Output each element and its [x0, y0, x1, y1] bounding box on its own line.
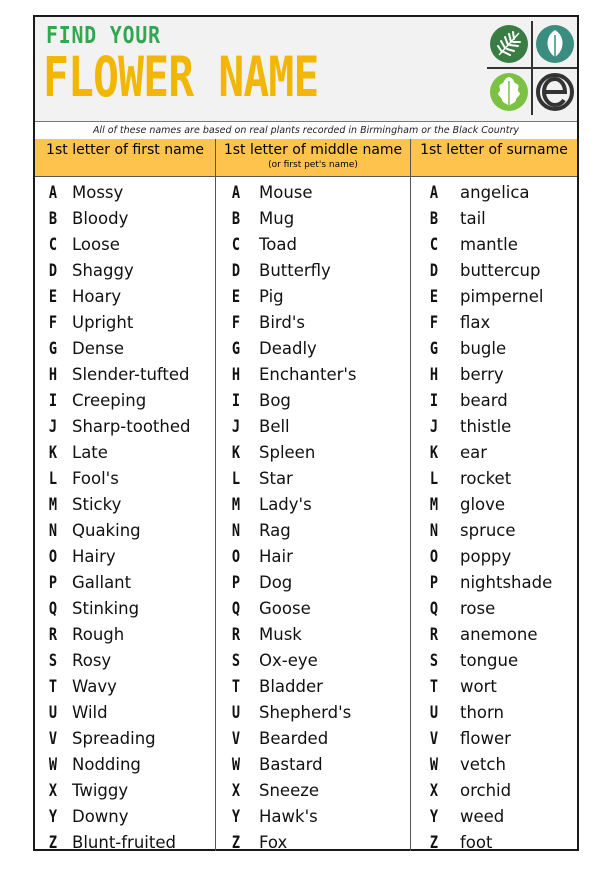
row-letter: V [429, 729, 439, 749]
middle-name-part: Butterfly [259, 261, 331, 280]
table-row [35, 700, 577, 726]
row-letter: J [429, 417, 439, 437]
row-letter: T [429, 677, 439, 697]
row-letter: K [48, 443, 58, 463]
middle-name-part: Lady's [259, 495, 312, 514]
first-name-part: Rough [72, 625, 125, 644]
table-row [35, 622, 577, 648]
first-name-part: Shaggy [72, 261, 134, 280]
letter-e-icon [538, 75, 572, 109]
middle-name-part: Toad [259, 235, 297, 254]
eco-logo [487, 21, 577, 115]
surname-name-part: spruce [460, 521, 516, 540]
row-letter: U [48, 703, 58, 723]
row-letter: Q [429, 599, 439, 619]
row-letter: W [429, 755, 439, 775]
row-letter: O [48, 547, 58, 567]
surname-name-part: foot [460, 833, 493, 852]
surname-name-part: orchid [460, 781, 512, 800]
row-letter: N [48, 521, 58, 541]
row-letter: G [429, 339, 439, 359]
middle-name-part: Bird's [259, 313, 306, 332]
first-name-part: Loose [72, 235, 120, 254]
surname-name-part: rose [460, 599, 496, 618]
row-letter: K [231, 443, 241, 463]
first-name-part: Slender-tufted [72, 365, 190, 384]
row-letter: H [231, 365, 241, 385]
middle-name-part: Goose [259, 599, 311, 618]
row-letter: Y [429, 807, 439, 827]
column-header-label: 1st letter of first name [46, 142, 204, 158]
column-header-label: 1st letter of surname [420, 142, 568, 158]
middle-name-part: Sneeze [259, 781, 320, 800]
middle-name-part: Bell [259, 417, 290, 436]
first-name-part: Gallant [72, 573, 132, 592]
middle-name-part: Bladder [259, 677, 323, 696]
table-row [35, 336, 577, 362]
middle-name-part: Musk [259, 625, 302, 644]
row-letter: L [231, 469, 241, 489]
row-letter: E [231, 287, 241, 307]
row-letter: U [429, 703, 439, 723]
row-letter: I [231, 391, 241, 411]
fern-leaf-icon [490, 25, 528, 63]
row-letter: R [429, 625, 439, 645]
row-letter: P [429, 573, 439, 593]
first-name-part: Late [72, 443, 108, 462]
first-name-part: Hairy [72, 547, 116, 566]
middle-name-part: Fox [259, 833, 288, 852]
table-row [35, 440, 577, 466]
surname-name-part: beard [460, 391, 508, 410]
first-name-part: Wavy [72, 677, 117, 696]
surname-name-part: vetch [460, 755, 506, 774]
surname-name-part: rocket [460, 469, 512, 488]
table-row [35, 180, 577, 206]
middle-name-part: Spleen [259, 443, 316, 462]
first-name-part: Quaking [72, 521, 141, 540]
surname-name-part: weed [460, 807, 505, 826]
row-letter: C [48, 235, 58, 255]
row-letter: B [429, 209, 439, 229]
row-letter: B [48, 209, 58, 229]
first-name-part: Mossy [72, 183, 124, 202]
subtitle-note: All of these names are based on real plants recorded in Birmingham or the Black Country [35, 122, 577, 140]
title-line-1: FIND YOUR [46, 23, 161, 49]
middle-name-part: Rag [259, 521, 291, 540]
row-letter: N [231, 521, 241, 541]
surname-name-part: bugle [460, 339, 507, 358]
row-letter: D [48, 261, 58, 281]
first-name-part: Fool's [72, 469, 119, 488]
table-row [35, 310, 577, 336]
middle-name-part: Hawk's [259, 807, 318, 826]
table-row [35, 258, 577, 284]
middle-name-part: Deadly [259, 339, 317, 358]
table-row [35, 596, 577, 622]
row-letter: G [48, 339, 58, 359]
middle-name-part: Bearded [259, 729, 329, 748]
row-letter: T [231, 677, 241, 697]
table-row [35, 388, 577, 414]
table-row [35, 362, 577, 388]
row-letter: I [48, 391, 58, 411]
first-name-part: Blunt-fruited [72, 833, 176, 852]
first-name-part: Upright [72, 313, 134, 332]
surname-name-part: wort [460, 677, 497, 696]
surname-name-part: angelica [460, 183, 530, 202]
row-letter: L [48, 469, 58, 489]
row-letter: W [231, 755, 241, 775]
surname-name-part: tail [460, 209, 486, 228]
table-row [35, 674, 577, 700]
column-header-first-name [35, 139, 215, 177]
table-row [35, 284, 577, 310]
row-letter: S [231, 651, 241, 671]
row-letter: O [429, 547, 439, 567]
table-row [35, 830, 577, 856]
surname-name-part: thorn [460, 703, 504, 722]
first-name-part: Wild [72, 703, 108, 722]
table-row [35, 726, 577, 752]
row-letter: T [48, 677, 58, 697]
row-letter: U [231, 703, 241, 723]
name-table [35, 180, 577, 856]
row-letter: S [48, 651, 58, 671]
surname-name-part: glove [460, 495, 506, 514]
surname-name-part: poppy [460, 547, 512, 566]
row-letter: Y [231, 807, 241, 827]
middle-name-part: Shepherd's [259, 703, 352, 722]
first-name-part: Stinking [72, 599, 140, 618]
row-letter: F [429, 313, 439, 333]
row-letter: N [429, 521, 439, 541]
row-letter: A [48, 183, 58, 203]
table-row [35, 544, 577, 570]
row-letter: V [231, 729, 241, 749]
middle-name-part: Dog [259, 573, 293, 592]
row-letter: C [231, 235, 241, 255]
row-letter: P [48, 573, 58, 593]
row-letter: M [231, 495, 241, 515]
row-letter: P [231, 573, 241, 593]
middle-name-part: Bastard [259, 755, 323, 774]
first-name-part: Hoary [72, 287, 122, 306]
row-letter: M [429, 495, 439, 515]
first-name-part: Sticky [72, 495, 122, 514]
row-letter: R [48, 625, 58, 645]
row-letter: Y [48, 807, 58, 827]
row-letter: E [429, 287, 439, 307]
middle-name-part: Ox-eye [259, 651, 318, 670]
table-row [35, 206, 577, 232]
tree-leaf-icon [536, 25, 574, 63]
row-letter: Q [231, 599, 241, 619]
surname-name-part: tongue [460, 651, 519, 670]
row-letter: X [48, 781, 58, 801]
middle-name-part: Hair [259, 547, 293, 566]
table-row [35, 648, 577, 674]
surname-name-part: thistle [460, 417, 512, 436]
first-name-part: Spreading [72, 729, 156, 748]
middle-name-part: Bog [259, 391, 291, 410]
row-letter: M [48, 495, 58, 515]
surname-name-part: flax [460, 313, 491, 332]
row-letter: Z [429, 833, 439, 853]
table-row [35, 570, 577, 596]
first-name-part: Nodding [72, 755, 141, 774]
table-row [35, 492, 577, 518]
surname-name-part: mantle [460, 235, 518, 254]
row-letter: H [48, 365, 58, 385]
row-letter: O [231, 547, 241, 567]
row-letter: Z [231, 833, 241, 853]
row-letter: A [231, 183, 241, 203]
middle-name-part: Mug [259, 209, 295, 228]
column-header-label: 1st letter of middle name [223, 142, 403, 158]
row-letter: H [429, 365, 439, 385]
header-banner [35, 17, 577, 122]
table-row [35, 804, 577, 830]
table-row [35, 466, 577, 492]
first-name-part: Bloody [72, 209, 129, 228]
row-letter: J [231, 417, 241, 437]
row-letter: C [429, 235, 439, 255]
column-header-surname [411, 139, 577, 177]
surname-name-part: pimpernel [460, 287, 544, 306]
column-header-sublabel: (or first pet's name) [268, 160, 358, 170]
row-letter: F [48, 313, 58, 333]
first-name-part: Rosy [72, 651, 112, 670]
middle-name-part: Pig [259, 287, 284, 306]
row-letter: D [429, 261, 439, 281]
table-row [35, 518, 577, 544]
middle-name-part: Mouse [259, 183, 313, 202]
row-letter: X [429, 781, 439, 801]
row-letter: B [231, 209, 241, 229]
flower-name-sheet [33, 15, 579, 851]
row-letter: K [429, 443, 439, 463]
column-header-middle-name [216, 139, 410, 177]
first-name-part: Downy [72, 807, 129, 826]
row-letter: V [48, 729, 58, 749]
row-letter: I [429, 391, 439, 411]
surname-name-part: flower [460, 729, 511, 748]
row-letter: X [231, 781, 241, 801]
row-letter: W [48, 755, 58, 775]
row-letter: R [231, 625, 241, 645]
row-letter: A [429, 183, 439, 203]
row-letter: S [429, 651, 439, 671]
surname-name-part: nightshade [460, 573, 553, 592]
row-letter: Q [48, 599, 58, 619]
first-name-part: Dense [72, 339, 125, 358]
row-letter: F [231, 313, 241, 333]
row-letter: G [231, 339, 241, 359]
row-letter: E [48, 287, 58, 307]
row-letter: D [231, 261, 241, 281]
row-letter: J [48, 417, 58, 437]
surname-name-part: anemone [460, 625, 538, 644]
first-name-part: Sharp-toothed [72, 417, 191, 436]
table-row [35, 232, 577, 258]
surname-name-part: berry [460, 365, 504, 384]
row-letter: Z [48, 833, 58, 853]
table-row [35, 752, 577, 778]
title-line-2: FLOWER NAME [43, 45, 319, 109]
first-name-part: Creeping [72, 391, 147, 410]
row-letter: L [429, 469, 439, 489]
surname-name-part: ear [460, 443, 488, 462]
table-row [35, 414, 577, 440]
oak-leaf-icon [490, 73, 528, 111]
middle-name-part: Star [259, 469, 293, 488]
middle-name-part: Enchanter's [259, 365, 357, 384]
table-row [35, 778, 577, 804]
first-name-part: Twiggy [72, 781, 129, 800]
surname-name-part: buttercup [460, 261, 541, 280]
